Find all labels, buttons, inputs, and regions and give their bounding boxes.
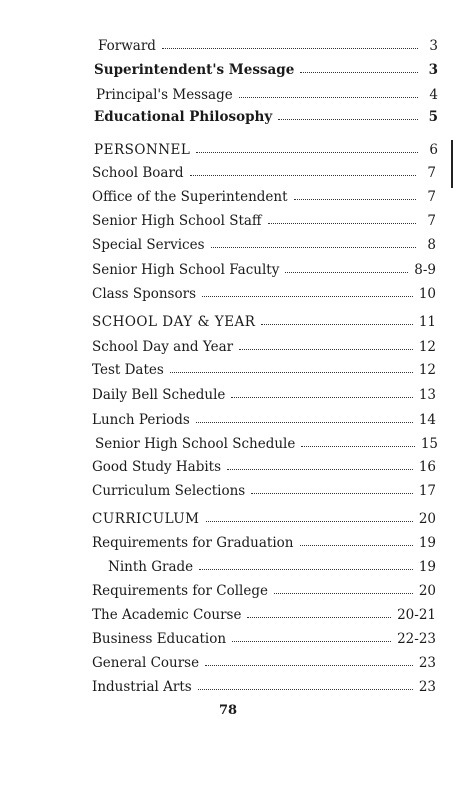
toc-page: 6: [429, 142, 438, 158]
toc-page: 5: [428, 109, 438, 125]
toc-label: Requirements for College: [92, 583, 268, 599]
dot-leader: [285, 268, 408, 273]
toc-entry-school-board: [92, 163, 436, 183]
toc-page: 19: [418, 535, 436, 551]
toc-label: Good Study Habits: [92, 459, 222, 475]
dot-leader: [211, 243, 416, 248]
toc-page: 3: [429, 38, 438, 54]
dot-leader: [239, 93, 418, 98]
toc-page: 16: [418, 459, 436, 475]
dot-leader: [231, 393, 412, 398]
dot-leader: [268, 219, 416, 224]
toc-page: 7: [427, 213, 436, 229]
dot-leader: [300, 541, 413, 546]
dot-leader: [278, 115, 418, 120]
dot-leader: [170, 368, 413, 373]
toc-page: 20: [418, 511, 436, 527]
toc-entry-curriculum-selections: [92, 481, 436, 501]
toc-label: Ninth Grade: [108, 559, 194, 575]
toc-label: Senior High School Faculty: [92, 262, 280, 278]
toc-page: 13: [418, 387, 436, 403]
toc-label: General Course: [92, 655, 200, 671]
dot-leader: [261, 320, 412, 325]
dot-leader: [199, 565, 413, 570]
toc-entry-academic-course: [92, 605, 436, 625]
toc-page: 12: [418, 339, 436, 355]
dot-leader: [206, 517, 413, 522]
toc-page: 20: [418, 583, 436, 599]
toc-entry-good-study-habits: [92, 457, 436, 477]
dot-leader: [232, 637, 391, 642]
toc-label: Educational Philosophy: [94, 109, 273, 125]
toc-page: 7: [427, 165, 436, 181]
toc-label: Office of the Superintendent: [92, 189, 288, 205]
dot-leader: [294, 195, 416, 200]
toc-label: SCHOOL DAY & YEAR: [92, 314, 256, 330]
dot-leader: [190, 171, 416, 176]
toc-entry-general-course: [92, 653, 436, 673]
toc-entry-business-education: [92, 629, 436, 649]
toc-page: 7: [427, 189, 436, 205]
dot-leader: [251, 489, 413, 494]
toc-label: Senior High School Staff: [92, 213, 262, 229]
toc-label: Superintendent's Message: [94, 62, 295, 78]
toc-page: 11: [418, 314, 436, 330]
dot-leader: [300, 68, 418, 73]
toc-entry-curriculum-section: [92, 509, 436, 529]
toc-entry-personnel: [94, 140, 438, 160]
toc-label: Test Dates: [92, 362, 164, 378]
toc-label: Business Education: [92, 631, 227, 647]
toc-label: PERSONNEL: [94, 142, 191, 158]
toc-entry-educational-philosophy: [94, 107, 438, 127]
toc-entry-requirements-college: [92, 581, 436, 601]
toc-page: 10: [418, 286, 436, 302]
toc-entry-class-sponsors: [92, 284, 436, 304]
toc-page: 19: [418, 559, 436, 575]
toc-page: 4: [429, 87, 438, 103]
toc-entry-superintendents-message: [94, 60, 438, 80]
page-edge-mark: [451, 140, 453, 188]
toc-page: 8: [427, 237, 436, 253]
toc-entry-senior-high-schedule: [95, 434, 438, 454]
dot-leader: [202, 292, 413, 297]
toc-page: 12: [418, 362, 436, 378]
toc-page: 15: [420, 436, 438, 452]
toc-label: Daily Bell Schedule: [92, 387, 226, 403]
toc-label: Principal's Message: [96, 87, 233, 103]
toc-label: Curriculum Selections: [92, 483, 246, 499]
toc-entry-lunch-periods: [92, 410, 436, 430]
toc-page: 22-23: [397, 631, 436, 647]
toc-entry-senior-high-staff: [92, 211, 436, 231]
toc-entry-office-of-superintendent: [92, 187, 436, 207]
toc-entry-requirements-graduation: [92, 533, 436, 553]
toc-entry-test-dates: [92, 360, 436, 380]
toc-label: The Academic Course: [92, 607, 242, 623]
toc-page: 23: [418, 679, 436, 695]
toc-label: Industrial Arts: [92, 679, 192, 695]
toc-label: Senior High School Schedule: [95, 436, 296, 452]
dot-leader: [301, 442, 414, 447]
toc-entry-industrial-arts: [92, 677, 436, 697]
toc-page: 23: [418, 655, 436, 671]
toc-entry-forward: [98, 36, 438, 56]
dot-leader: [205, 661, 413, 666]
dot-leader: [227, 465, 413, 470]
toc-label: School Board: [92, 165, 184, 181]
toc-entry-school-day-year-section: [92, 312, 436, 332]
toc-label: CURRICULUM: [92, 511, 200, 527]
toc-entry-principals-message: [96, 85, 438, 105]
dot-leader: [196, 148, 418, 153]
toc-entry-ninth-grade: [108, 557, 436, 577]
dot-leader: [274, 589, 413, 594]
toc-entry-daily-bell-schedule: [92, 385, 436, 405]
page-number: 78: [218, 703, 238, 718]
toc-label: Requirements for Graduation: [92, 535, 294, 551]
dot-leader: [239, 345, 413, 350]
dot-leader: [162, 44, 418, 49]
toc-page: 17: [418, 483, 436, 499]
toc-page: 8-9: [414, 262, 436, 278]
toc-entry-school-day-and-year: [92, 337, 436, 357]
toc-entry-special-services: [92, 235, 436, 255]
toc-label: Special Services: [92, 237, 205, 253]
toc-page: 20-21: [397, 607, 436, 623]
dot-leader: [247, 613, 391, 618]
toc-page: 3: [428, 62, 438, 78]
toc-entry-senior-high-faculty: [92, 260, 436, 280]
dot-leader: [196, 418, 413, 423]
toc-label: School Day and Year: [92, 339, 234, 355]
toc-page: 14: [418, 412, 436, 428]
toc-label: Class Sponsors: [92, 286, 196, 302]
toc-label: Lunch Periods: [92, 412, 190, 428]
toc-label: Forward: [98, 38, 156, 54]
dot-leader: [198, 685, 413, 690]
